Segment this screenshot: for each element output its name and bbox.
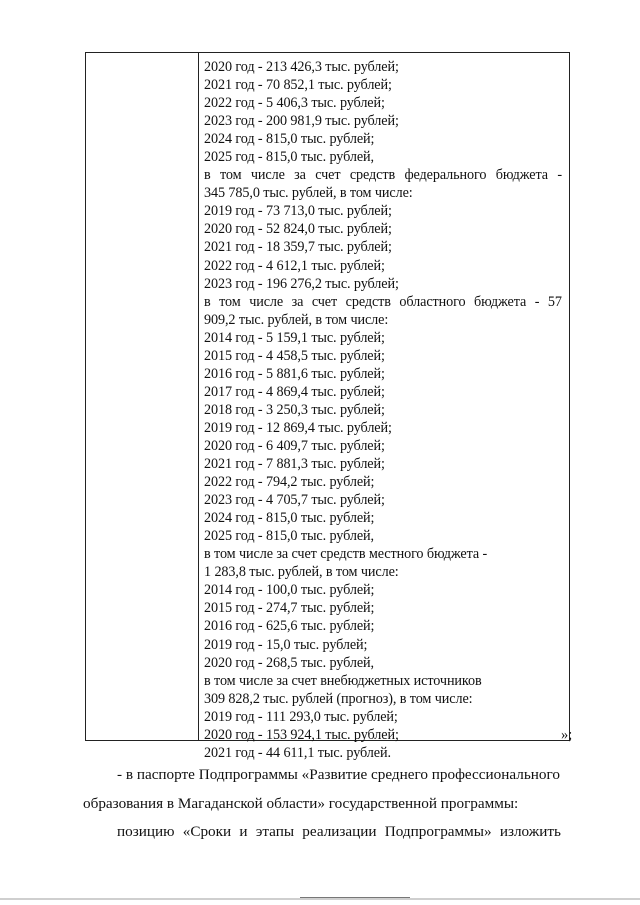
funding-line: 2019 год - 15,0 тыс. рублей;: [204, 636, 368, 653]
funding-line: 2015 год - 274,7 тыс. рублей;: [204, 600, 375, 617]
paragraph-position-text: [117, 823, 561, 841]
closing-quote: »;: [561, 727, 573, 743]
funding-line: 2021 год - 70 852,1 тыс. рублей;: [204, 77, 392, 94]
funding-line: 2023 год - 196 276,2 тыс. рублей;: [204, 275, 399, 292]
funding-line: 2019 год - 12 869,4 тыс. рублей;: [204, 419, 392, 436]
funding-line: 1 283,8 тыс. рублей, в том числе:: [204, 564, 399, 581]
funding-line: 2021 год - 7 881,3 тыс. рублей;: [204, 456, 385, 473]
funding-line: 909,2 тыс. рублей, в том числе:: [204, 311, 389, 328]
paragraph-state-program: образования в Магаданской области» государственной программы:: [83, 795, 519, 812]
funding-line: 2019 год - 73 713,0 тыс. рублей;: [204, 203, 392, 220]
funding-line: 345 785,0 тыс. рублей, в том числе:: [204, 185, 413, 202]
funding-line: 2017 год - 4 869,4 тыс. рублей;: [204, 383, 385, 400]
funding-line: 2016 год - 5 881,6 тыс. рублей;: [204, 365, 385, 382]
funding-line: 2025 год - 815,0 тыс. рублей,: [204, 528, 374, 545]
paragraph-word: позицию: [117, 823, 175, 840]
paragraph-word: изложить: [499, 823, 561, 840]
funding-line: 2024 год - 815,0 тыс. рублей;: [204, 510, 375, 527]
paragraph-word: и: [239, 823, 248, 840]
funding-cell: [204, 58, 562, 762]
paragraph-word: Подпрограммы»: [384, 823, 492, 840]
funding-line: 2023 год - 200 981,9 тыс. рублей;: [204, 113, 399, 130]
funding-line: 2020 год - 213 426,3 тыс. рублей;: [204, 59, 399, 75]
funding-line: 2018 год - 3 250,3 тыс. рублей;: [204, 401, 385, 418]
funding-line: 2015 год - 4 458,5 тыс. рублей;: [204, 347, 385, 364]
paragraph-word: этапы: [255, 823, 295, 840]
funding-line: 2016 год - 625,6 тыс. рублей;: [204, 618, 375, 635]
funding-line: 2023 год - 4 705,7 тыс. рублей;: [204, 492, 385, 509]
page-bottom-mark: [300, 897, 410, 898]
funding-line: 2022 год - 5 406,3 тыс. рублей;: [204, 95, 385, 112]
funding-line: в том числе за счет средств федерального бюджета -: [204, 167, 562, 184]
funding-line: 2022 год - 794,2 тыс. рублей;: [204, 474, 375, 491]
passport-table: [85, 52, 570, 761]
funding-line: 2022 год - 4 612,1 тыс. рублей;: [204, 257, 385, 274]
funding-line: в том числе за счет средств областного бюджета - 57: [204, 293, 562, 310]
funding-line: 2014 год - 5 159,1 тыс. рублей;: [204, 329, 385, 346]
funding-line: 2020 год - 153 924,1 тыс. рублей;: [204, 726, 399, 743]
table-column-divider: [198, 53, 199, 740]
paragraph-word: реализации: [302, 823, 377, 840]
paragraph-subprogram-passport: - в паспорте Подпрограммы «Развитие среднего профессионального: [117, 766, 560, 783]
paragraph-word: «Сроки: [182, 823, 232, 840]
funding-line: 2025 год - 815,0 тыс. рублей,: [204, 149, 374, 166]
funding-line: 2020 год - 268,5 тыс. рублей,: [204, 654, 374, 671]
funding-line: в том числе за счет внебюджетных источников: [204, 672, 482, 689]
funding-line: 2024 год - 815,0 тыс. рублей;: [204, 131, 375, 148]
funding-line: 2020 год - 52 824,0 тыс. рублей;: [204, 221, 392, 238]
funding-line: 2019 год - 111 293,0 тыс. рублей;: [204, 708, 398, 725]
funding-line: 2020 год - 6 409,7 тыс. рублей;: [204, 437, 385, 454]
funding-line: 309 828,2 тыс. рублей (прогноз), в том числе:: [204, 690, 473, 707]
funding-line: 2014 год - 100,0 тыс. рублей;: [204, 582, 375, 599]
funding-line: в том числе за счет средств местного бюджета -: [204, 546, 488, 563]
funding-line: 2021 год - 44 611,1 тыс. рублей.: [204, 744, 391, 761]
page-bottom-rule: [0, 898, 640, 900]
funding-line: 2021 год - 18 359,7 тыс. рублей;: [204, 239, 392, 256]
